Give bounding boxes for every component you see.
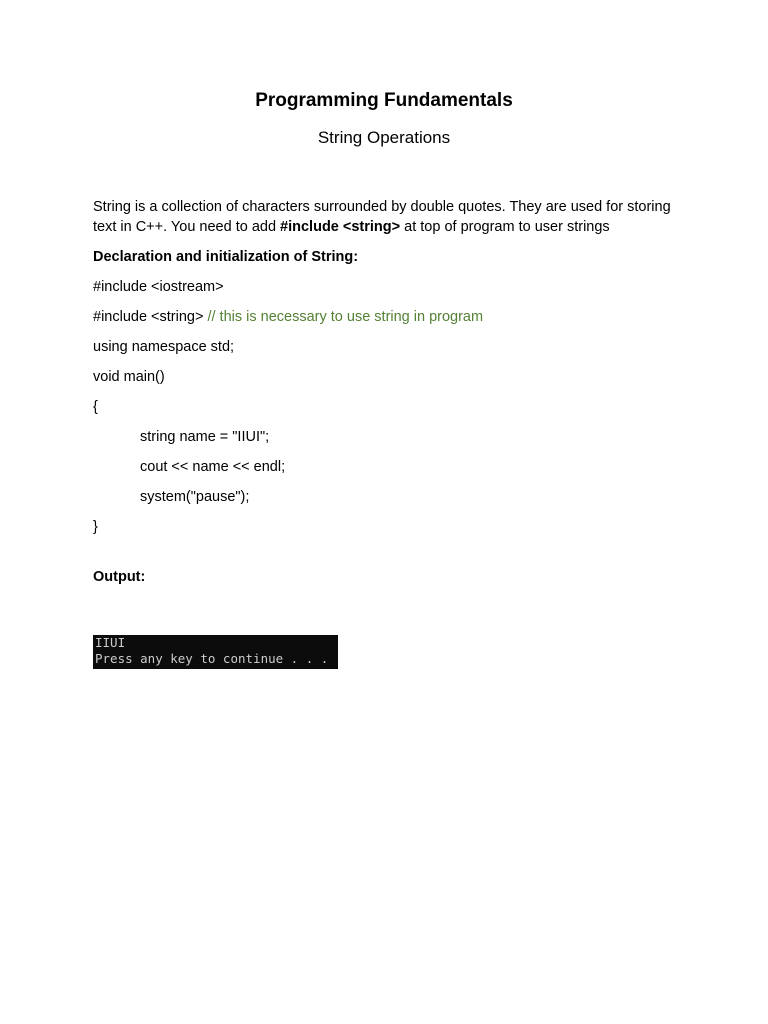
intro-text-part2: at top of program to user strings <box>400 219 610 235</box>
intro-text-part1: String is a collection of characters surrounded by double quotes. They are used for storing text in C++. You need to add <box>93 199 671 235</box>
code-line-main: void main() <box>93 369 165 385</box>
page-subtitle: String Operations <box>317 128 451 147</box>
code-line-string-decl: string name = "IIUI"; <box>140 429 270 445</box>
code-line-open-brace: { <box>93 399 98 415</box>
code-include-string: #include <string> <box>93 309 204 325</box>
code-line-close-brace: } <box>93 519 98 535</box>
page-title: Programming Fundamentals <box>255 90 513 111</box>
code-line-include-iostream: #include <iostream> <box>93 279 224 295</box>
code-line-system-pause: system("pause"); <box>140 489 250 505</box>
console-output-screenshot <box>93 635 338 669</box>
code-line-cout: cout << name << endl; <box>140 459 286 475</box>
output-heading: Output: <box>93 569 146 585</box>
console-line-output: IIUI <box>95 635 126 650</box>
code-line-include-string <box>93 307 673 327</box>
spacer <box>93 547 673 567</box>
intro-include-bold: #include <string> <box>280 219 401 235</box>
console-line-pause: Press any key to continue . . . <box>95 651 329 666</box>
intro-paragraph <box>93 197 673 237</box>
code-line-namespace: using namespace std; <box>93 339 235 355</box>
code-comment: // this is necessary to use string in program <box>203 309 484 325</box>
declaration-heading: Declaration and initialization of String: <box>93 249 359 265</box>
document-body <box>93 197 673 597</box>
